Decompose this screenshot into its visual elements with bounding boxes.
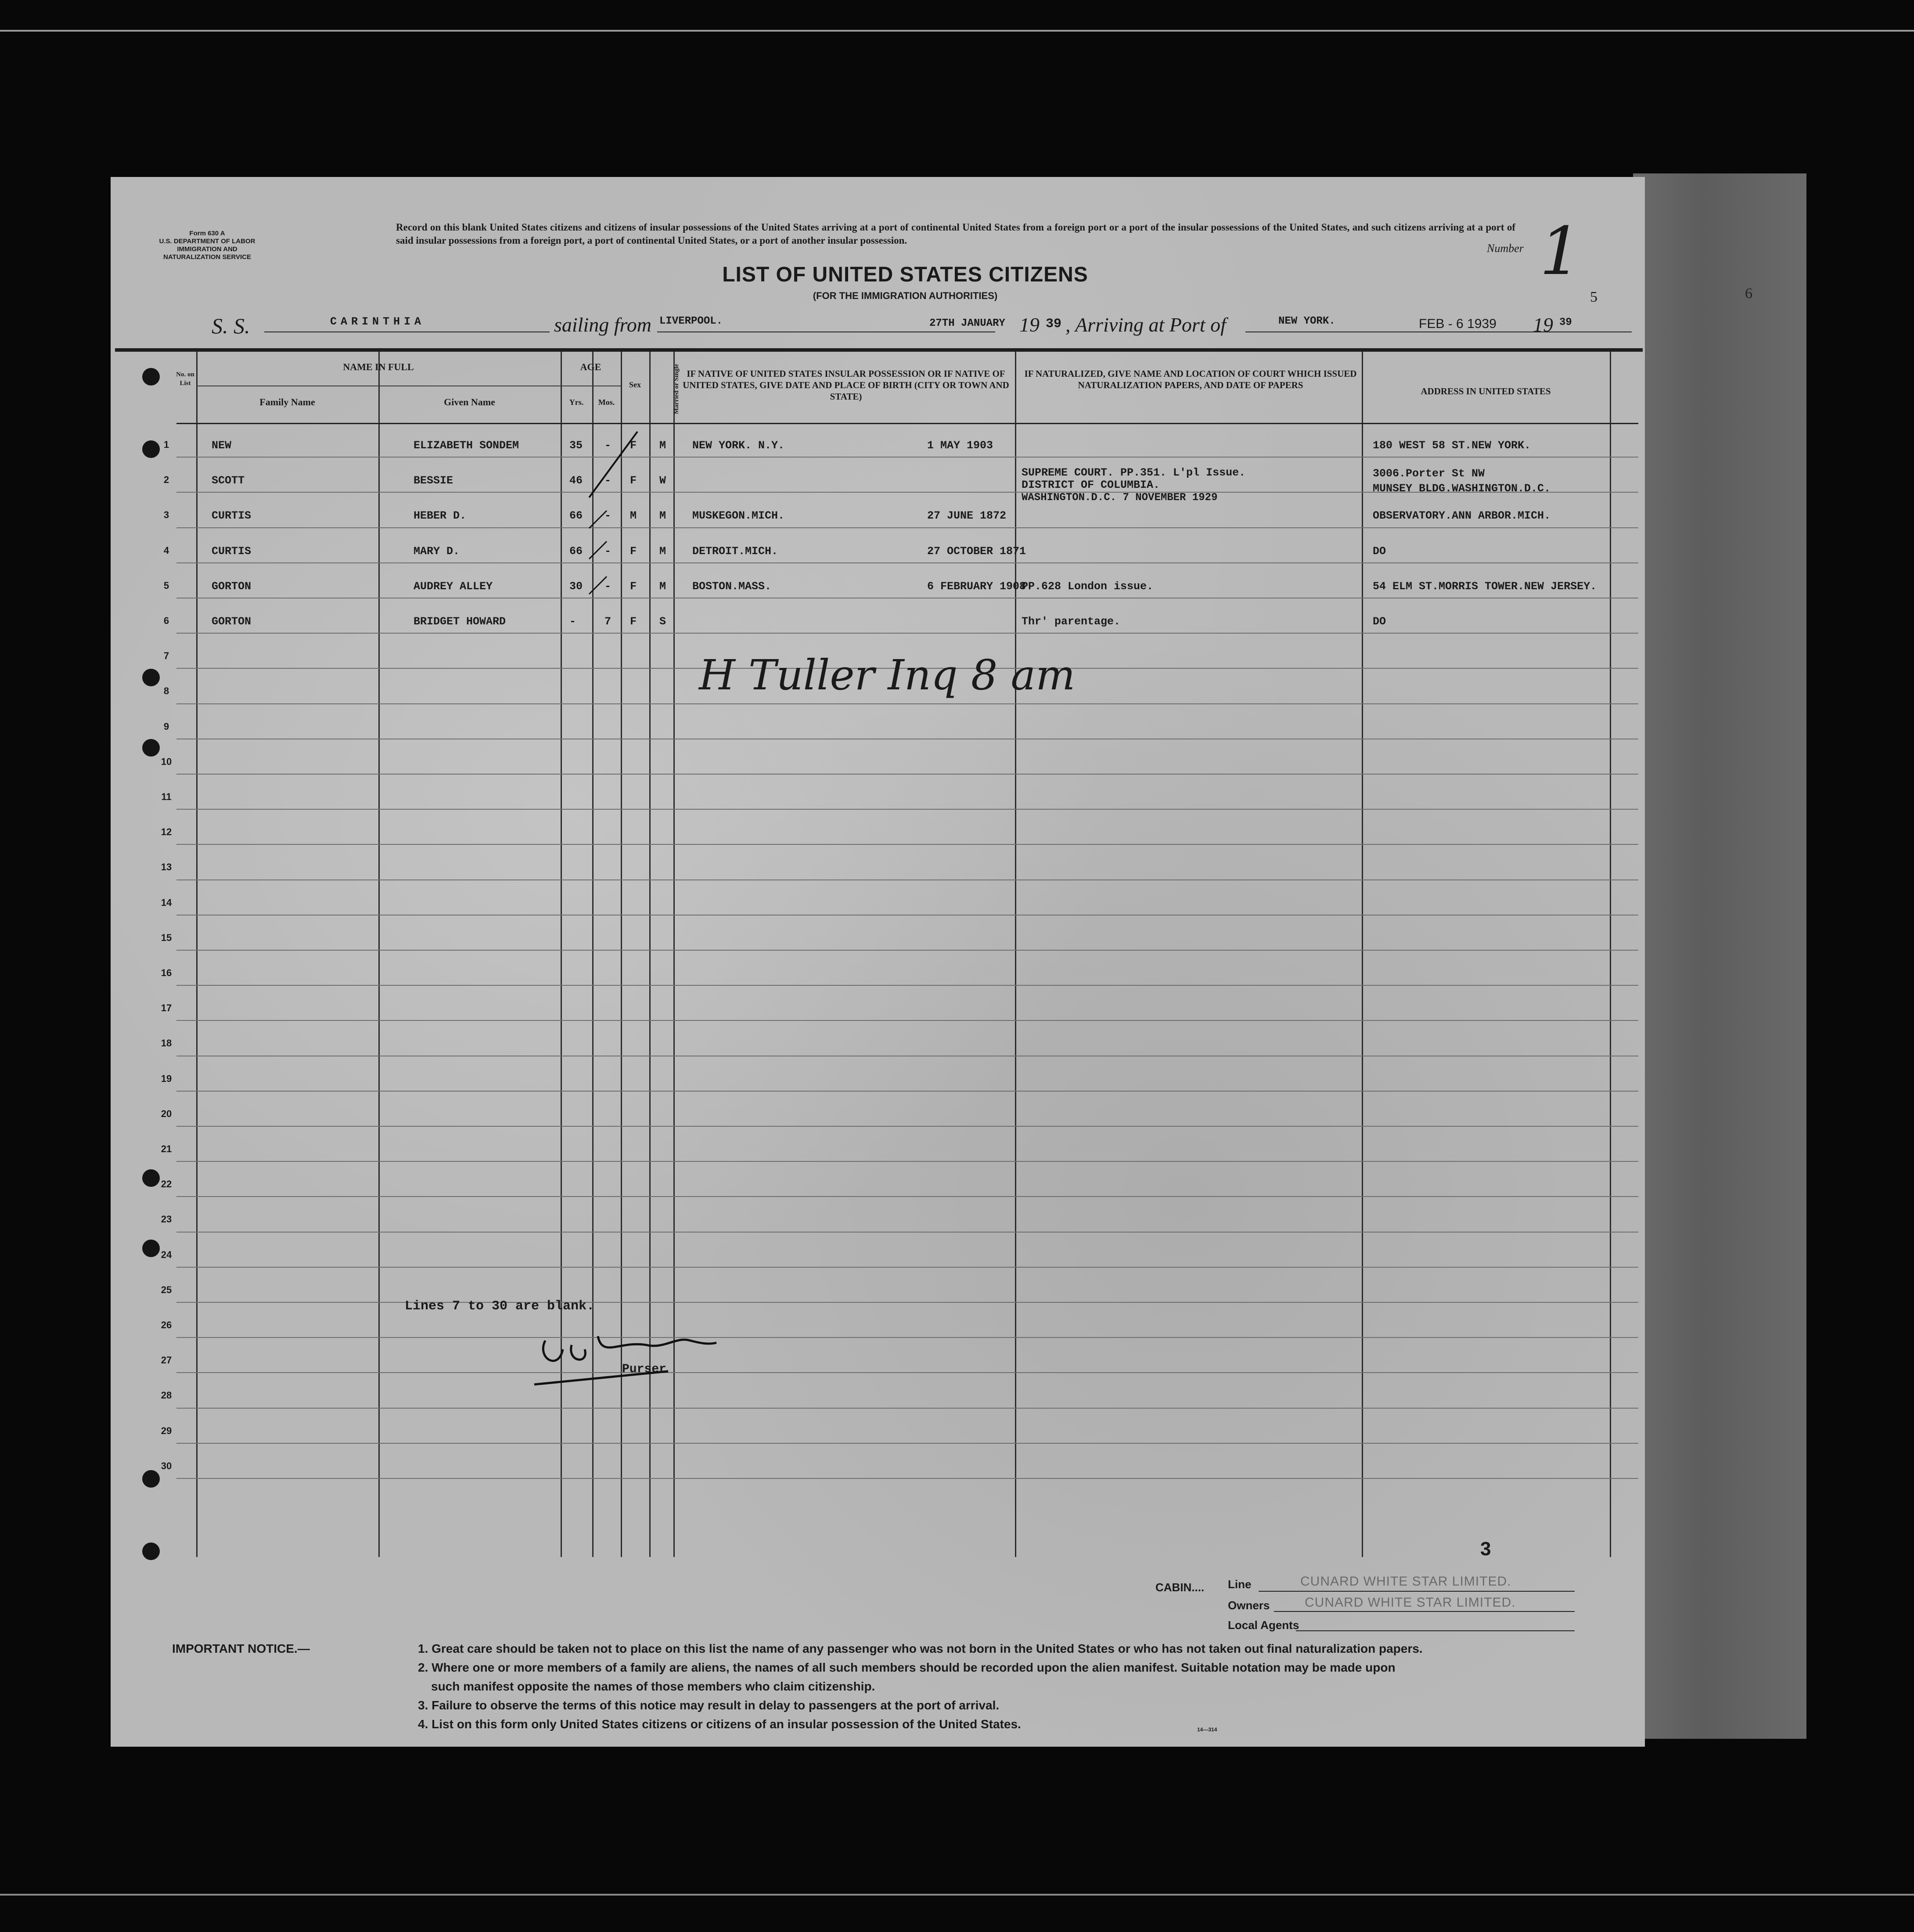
row-number: 7 xyxy=(163,650,169,661)
arrival-year-prefix: 19 xyxy=(1533,314,1553,336)
col-mos: Mos. xyxy=(598,398,615,407)
table-top-rule xyxy=(115,348,1643,352)
col-rule-native xyxy=(1015,352,1016,1557)
cell-given: BESSIE xyxy=(414,474,453,487)
cell-nat3: WASHINGTON.D.C. 7 NOVEMBER 1929 xyxy=(1022,492,1218,504)
form-number: Form 630 A xyxy=(189,230,225,237)
punch-hole xyxy=(142,1169,160,1187)
punch-hole xyxy=(142,669,160,686)
col-native: IF NATIVE OF UNITED STATES INSULAR POSSESSION OR IF NATIVE OF UNITED STATES, GIVE DATE AND PLACE OF BIRTH (CITY OR TOWN AND STATE) xyxy=(683,368,1009,402)
cell-addr1: 54 ELM ST.MORRIS TOWER.NEW JERSEY. xyxy=(1373,580,1597,593)
cell-mos: - xyxy=(604,580,612,593)
cell-family: GORTON xyxy=(212,615,252,628)
cell-birth-place: MUSKEGON.MICH. xyxy=(692,509,785,522)
cell-birth-place: DETROIT.MICH. xyxy=(692,545,778,558)
row-number: 1 xyxy=(163,439,169,450)
blank-lines-note: Lines 7 to 30 are blank. xyxy=(405,1299,595,1314)
margin-mark-5: 5 xyxy=(1590,289,1597,305)
row-rule xyxy=(176,633,1638,634)
cell-yrs: 46 xyxy=(569,474,583,487)
row-rule xyxy=(176,1161,1638,1162)
punch-hole xyxy=(142,368,160,386)
row-number: 30 xyxy=(161,1460,172,1471)
owners-underline xyxy=(1274,1611,1575,1612)
notice-item-3: 3. Failure to observe the terms of this notice may result in delay to passengers at the port of arrival. xyxy=(418,1698,1000,1712)
cell-mos: - xyxy=(604,509,612,522)
cell-birth-date: 6 FEBRUARY 1908 xyxy=(927,580,1026,593)
cell-family: CURTIS xyxy=(212,545,252,558)
punch-hole xyxy=(142,1543,160,1560)
cell-addr1: DO xyxy=(1373,545,1386,558)
agents-label: Local Agents xyxy=(1228,1618,1299,1632)
row-number: 14 xyxy=(161,897,172,908)
col-rule-address xyxy=(1610,352,1611,1557)
cell-nat1: SUPREME COURT. PP.351. L'pl Issue. xyxy=(1022,466,1246,479)
cell-sex: F xyxy=(630,439,637,452)
row-number: 5 xyxy=(163,580,169,591)
arrival-year-value: 39 xyxy=(1559,317,1572,328)
cell-given: AUDREY ALLEY xyxy=(414,580,493,593)
row-number: 10 xyxy=(161,756,172,767)
ss-label: S. S. xyxy=(212,314,250,338)
cell-family: NEW xyxy=(212,439,232,452)
port-from: LIVERPOOL. xyxy=(659,315,723,327)
cell-ms: M xyxy=(659,545,666,558)
cell-addr1: 3006.Porter St NW xyxy=(1373,467,1485,480)
cell-nat1: Thr' parentage. xyxy=(1022,615,1121,628)
cell-given: HEBER D. xyxy=(414,509,467,522)
row-rule xyxy=(176,527,1638,528)
notice-label: IMPORTANT NOTICE.— xyxy=(172,1642,310,1655)
year-value: 39 xyxy=(1046,317,1062,332)
row-number: 9 xyxy=(163,721,169,732)
row-rule xyxy=(176,1196,1638,1197)
col-yrs: Yrs. xyxy=(569,398,584,407)
handwritten-inquiry-note: H Tuller Inq 8 am xyxy=(699,651,1076,699)
cell-birth-place: BOSTON.MASS. xyxy=(692,580,772,593)
sailing-from-label: sailing from xyxy=(554,314,651,336)
row-number: 23 xyxy=(161,1214,172,1225)
cell-birth-date: 27 JUNE 1872 xyxy=(927,509,1007,522)
cell-family: SCOTT xyxy=(212,474,245,487)
cell-sex: F xyxy=(630,474,637,487)
line-underline xyxy=(1259,1591,1575,1592)
row-number: 28 xyxy=(161,1390,172,1401)
form-preamble: Record on this blank United States citizens and citizens of insular possessions of the United States arriving at a port of continental United States from a foreign port or a port of the insular possessions of the United States, and such citizens arriving at a port of said insular possessions from a foreign port, a port of continental United States, or a port of another insular possession. xyxy=(396,222,1515,246)
row-number: 19 xyxy=(161,1073,172,1084)
cell-addr1: OBSERVATORY.ANN ARBOR.MICH. xyxy=(1373,509,1551,522)
row-rule xyxy=(176,950,1638,951)
col-name-in-full: NAME IN FULL xyxy=(343,361,414,372)
row-number: 18 xyxy=(161,1038,172,1049)
cell-yrs: 66 xyxy=(569,509,583,522)
cell-mos: - xyxy=(604,545,612,558)
cell-birth-date: 27 OCTOBER 1871 xyxy=(927,545,1026,558)
col-family-name: Family Name xyxy=(259,396,315,407)
col-sex: Sex xyxy=(629,380,641,389)
cell-sex: F xyxy=(630,545,637,558)
row-rule xyxy=(176,1443,1638,1444)
margin-mark-6: 6 xyxy=(1745,285,1752,302)
row-number: 26 xyxy=(161,1319,172,1330)
row-number: 12 xyxy=(161,826,172,837)
row-rule xyxy=(176,1337,1638,1338)
cell-given: BRIDGET HOWARD xyxy=(414,615,506,628)
row-rule xyxy=(176,1126,1638,1127)
cell-mos: 7 xyxy=(604,615,612,628)
notice-item-4: 4. List on this form only United States citizens or citizens of an insular possession of the United States. xyxy=(418,1717,1021,1731)
page-title: LIST OF UNITED STATES CITIZENS xyxy=(722,263,1088,286)
row-number: 27 xyxy=(161,1355,172,1366)
agents-underline xyxy=(1296,1630,1575,1631)
cell-ms: S xyxy=(659,615,666,628)
film-bottom-line xyxy=(0,1894,1914,1896)
col-rule-no xyxy=(196,352,198,1557)
row-rule xyxy=(176,1372,1638,1373)
cell-ms: M xyxy=(659,580,666,593)
cell-birth-place: NEW YORK. N.Y. xyxy=(692,439,785,452)
row-number: 15 xyxy=(161,932,172,943)
line-stamp: CUNARD WHITE STAR LIMITED. xyxy=(1300,1574,1511,1589)
col-rule-naturalized xyxy=(1362,352,1363,1557)
cell-mos: - xyxy=(604,474,612,487)
row-rule xyxy=(176,844,1638,845)
owners-label: Owners xyxy=(1228,1599,1270,1612)
row-rule xyxy=(176,1478,1638,1479)
number-label: Number xyxy=(1487,242,1524,255)
row-number: 4 xyxy=(163,545,169,556)
row-rule xyxy=(176,915,1638,916)
cell-given: ELIZABETH SONDEM xyxy=(414,439,519,452)
cell-ms: W xyxy=(659,474,666,487)
row-number: 2 xyxy=(163,474,169,485)
row-number: 6 xyxy=(163,615,169,626)
notice-item-2: 2. Where one or more members of a family are aliens, the names of all such members should be recorded upon the alien manifest. Suitable notation may be made upon xyxy=(418,1661,1396,1674)
row-rule xyxy=(176,774,1638,775)
cell-yrs: 35 xyxy=(569,439,583,452)
punch-hole xyxy=(142,1470,160,1488)
cell-nat2: DISTRICT OF COLUMBIA. xyxy=(1022,479,1160,491)
form-service-2: NATURALIZATION SERVICE xyxy=(163,253,251,261)
cell-mos: - xyxy=(604,439,612,452)
col-no: No. on List xyxy=(176,371,194,387)
row-rule xyxy=(176,879,1638,880)
row-rule xyxy=(176,1020,1638,1021)
cell-family: CURTIS xyxy=(212,509,252,522)
row-number: 29 xyxy=(161,1425,172,1436)
col-naturalized: IF NATURALIZED, GIVE NAME AND LOCATION OF COURT WHICH ISSUED NATURALIZATION PAPERS, AND DATE OF PAPERS xyxy=(1024,368,1357,390)
cell-yrs: 30 xyxy=(569,580,583,593)
cell-family: GORTON xyxy=(212,580,252,593)
col-given-name: Given Name xyxy=(444,396,495,407)
row-number: 22 xyxy=(161,1179,172,1189)
cell-addr2: MUNSEY BLDG.WASHINGTON.D.C. xyxy=(1373,482,1551,495)
cabin-label: CABIN.... xyxy=(1155,1581,1205,1594)
row-rule xyxy=(176,1408,1638,1409)
form-identifier xyxy=(159,230,255,261)
list-number: 1 xyxy=(1540,213,1582,290)
cell-nat1: PP.628 London issue. xyxy=(1022,580,1154,593)
row-rule xyxy=(176,1232,1638,1233)
row-rule xyxy=(176,703,1638,704)
cell-birth-date: 1 MAY 1903 xyxy=(927,439,993,452)
purser-label: Purser xyxy=(622,1362,666,1376)
row-rule xyxy=(176,1091,1638,1092)
cell-addr1: 180 WEST 58 ST.NEW YORK. xyxy=(1373,439,1531,452)
manifest-sheet xyxy=(111,177,1645,1747)
port-to: NEW YORK. xyxy=(1278,315,1335,327)
cell-yrs: 66 xyxy=(569,545,583,558)
row-number: 11 xyxy=(161,791,172,802)
punch-hole xyxy=(142,1240,160,1257)
year-prefix: 19 xyxy=(1019,314,1040,336)
cell-ms: M xyxy=(659,439,666,452)
film-top-line xyxy=(0,30,1914,32)
row-number: 16 xyxy=(161,967,172,978)
row-rule xyxy=(176,562,1638,563)
purser-signature xyxy=(532,1323,795,1393)
backing-page xyxy=(1633,173,1806,1739)
notice-item-1: 1. Great care should be taken not to place on this list the name of any passenger who was not born in the United States or who has not taken out final naturalization papers. xyxy=(418,1642,1423,1655)
cell-addr1: DO xyxy=(1373,615,1386,628)
cell-sex: F xyxy=(630,580,637,593)
row-number: 17 xyxy=(161,1002,172,1013)
form-print-code: 14—314 xyxy=(1197,1727,1217,1733)
header-bottom-rule xyxy=(176,423,1638,424)
row-number: 3 xyxy=(163,509,169,520)
row-rule xyxy=(176,1267,1638,1268)
row-rule xyxy=(176,457,1638,458)
line-label: Line xyxy=(1228,1578,1252,1591)
punch-hole xyxy=(142,739,160,757)
row-number: 8 xyxy=(163,685,169,696)
ship-name: CARINTHIA xyxy=(330,315,425,328)
owners-stamp: CUNARD WHITE STAR LIMITED. xyxy=(1305,1595,1516,1610)
col-address: ADDRESS IN UNITED STATES xyxy=(1421,386,1551,396)
row-rule xyxy=(176,985,1638,986)
form-department: U.S. DEPARTMENT OF LABOR xyxy=(159,238,255,245)
cell-sex: M xyxy=(630,509,637,522)
col-age: AGE xyxy=(580,361,601,372)
row-number: 24 xyxy=(161,1249,172,1260)
row-number: 21 xyxy=(161,1143,172,1154)
cell-given: MARY D. xyxy=(414,545,460,558)
cell-yrs: - xyxy=(569,615,576,628)
notice-item-2-cont: such manifest opposite the names of those members who claim citizenship. xyxy=(431,1680,875,1693)
age-check-marks xyxy=(563,396,651,625)
row-number: 20 xyxy=(161,1108,172,1119)
arriving-label: , Arriving at Port of xyxy=(1065,314,1226,336)
arrival-date-stamp: FEB - 6 1939 xyxy=(1419,317,1497,331)
row-rule xyxy=(176,1302,1638,1303)
form-service-1: IMMIGRATION AND xyxy=(177,245,237,253)
col-rule-family xyxy=(378,352,380,1557)
cell-sex: F xyxy=(630,615,637,628)
col-married-single: Married or Single xyxy=(673,364,680,415)
punch-hole xyxy=(142,440,160,458)
date-from: 27TH JANUARY xyxy=(929,317,1005,329)
page-count: 3 xyxy=(1480,1538,1491,1560)
row-number: 25 xyxy=(161,1284,172,1295)
row-number: 13 xyxy=(161,861,172,872)
cell-ms: M xyxy=(659,509,666,522)
row-rule xyxy=(176,809,1638,810)
page-subtitle: (FOR THE IMMIGRATION AUTHORITIES) xyxy=(813,290,998,301)
